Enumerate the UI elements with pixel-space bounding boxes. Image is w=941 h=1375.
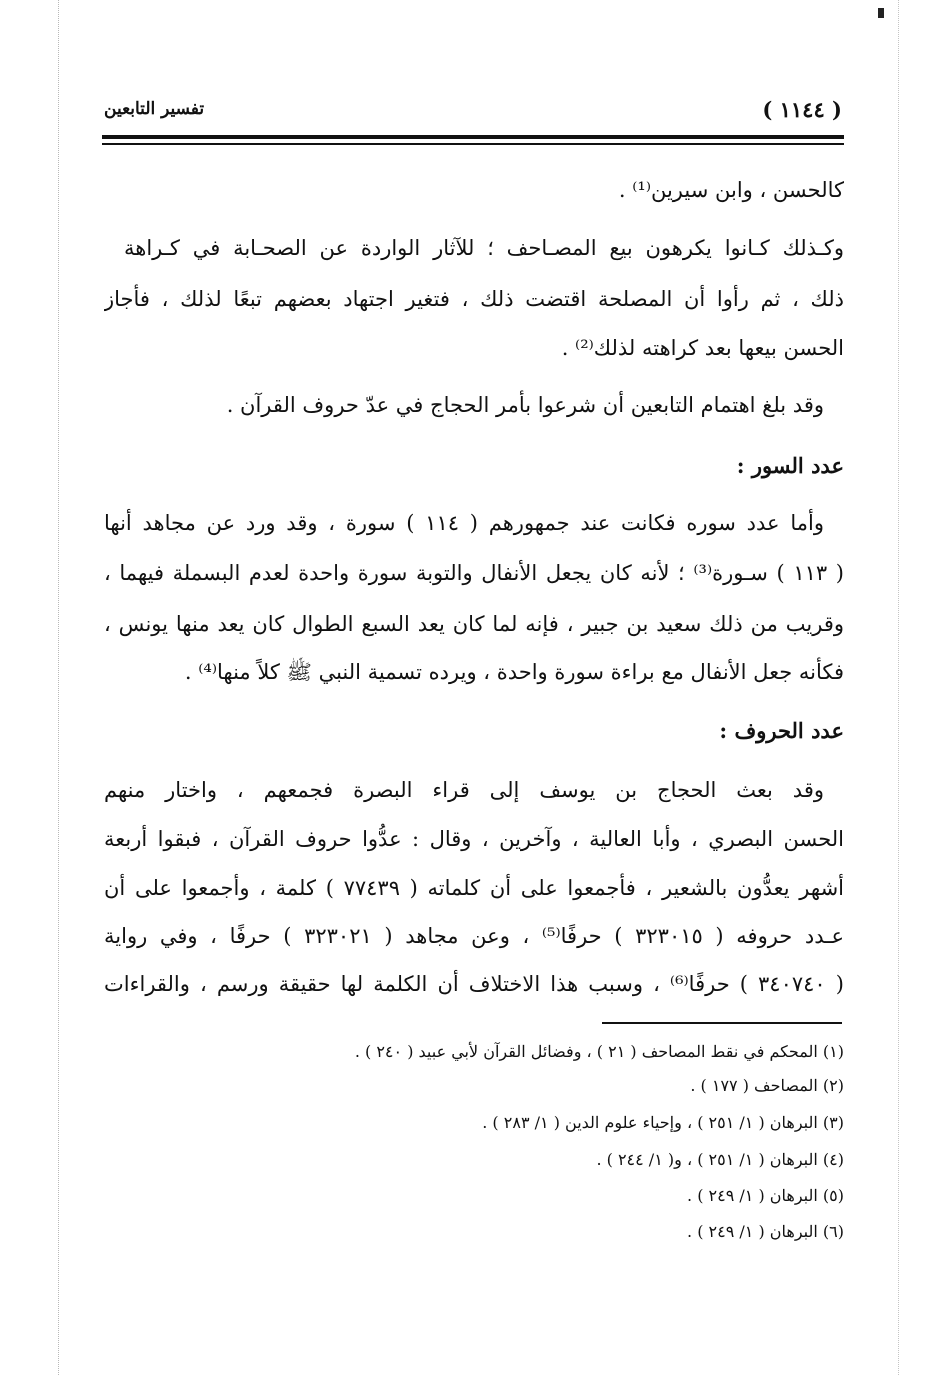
page-header	[104, 95, 842, 129]
header-rule-thick	[102, 135, 844, 139]
body-line-15: عـدد حروفه ( ٣٢٣٠١٥ ) حرفًا⁽⁵⁾ ، وعن مجاهد ( ٣٢٣٠٢١ ) حرفًا ، وفي رواية	[104, 924, 844, 948]
footnote-6: (٦) البرهان ( ١/ ٢٤٩ ) .	[687, 1222, 844, 1241]
body-line-13: الحسن البصري ، وأبا العالية ، وآخرين ، وقال : عدُّوا حروف القرآن ، فبقوا أربعة	[104, 827, 844, 851]
body-line-16: ( ٣٤٠٧٤٠ ) حرفًا⁽⁶⁾ ، وسبب هذا الاختلاف أن الكلمة لها حقيقة ورسم ، والقراءات	[104, 972, 844, 996]
body-line-5: وقد بلغ اهتمام التابعين أن شرعوا بأمر الحجاج في عدّ حروف القرآن .	[226, 393, 824, 417]
footnote-3: (٣) البرهان ( ١/ ٢٥١ ) ، وإحياء علوم الدين ( ١/ ٢٨٣ ) .	[482, 1113, 844, 1132]
page-number: ( ١١٤٤ )	[762, 97, 842, 122]
body-line-7: وأما عدد سوره فكانت عند جمهورهم ( ١١٤ ) سورة ، وقد ورد عن مجاهد أنها	[104, 511, 824, 535]
book-title: تفسير التابعين	[104, 99, 205, 119]
body-line-1: كالحسن ، وابن سيرين⁽¹⁾ .	[618, 178, 844, 202]
footnote-1: (١) المحكم في نقط المصاحف ( ٢١ ) ، وفضائل القرآن لأبي عبيد ( ٢٤٠ ) .	[354, 1042, 844, 1061]
body-line-3: ذلك ، ثم رأوا أن المصلحة اقتضت ذلك ، فتغير اجتهاد بعضهم تبعًا لذلك ، فأجاز	[104, 287, 844, 311]
body-line-12: وقد بعث الحجاج بن يوسف إلى قراء البصرة فجمعهم ، واختار منهم	[104, 778, 824, 802]
heading-surah-count: عدد السور :	[736, 453, 844, 478]
scan-edge-right	[898, 0, 899, 1375]
scan-speck	[878, 8, 884, 18]
body-line-2: وكـذلك كـانوا يكرهون بيع المصـاحف ؛ للآثار الواردة عن الصحـابة في كـراهة	[124, 236, 844, 260]
footnote-separator	[602, 1022, 842, 1024]
body-line-10: فكأنه جعل الأنفال مع براءة سورة واحدة ، ويرده تسمية النبي ﷺ كلاً منها⁽⁴⁾ .	[184, 660, 844, 684]
body-line-14: أشهر يعدُّون بالشعير ، فأجمعوا على أن كلماته ( ٧٧٤٣٩ ) كلمة ، وأجمعوا على أن	[104, 876, 844, 900]
body-line-4: الحسن بيعها بعد كراهته لذلك⁽²⁾ .	[561, 336, 844, 360]
footnote-2: (٢) المصاحف ( ١٧٧ ) .	[690, 1076, 844, 1095]
footnote-4: (٤) البرهان ( ١/ ٢٥١ ) ، و( ١/ ٢٤٤ ) .	[596, 1150, 844, 1169]
footnote-5: (٥) البرهان ( ١/ ٢٤٩ ) .	[687, 1186, 844, 1205]
header-rule-thin	[102, 143, 844, 145]
body-line-8: ( ١١٣ ) سـورة⁽³⁾ ؛ لأنه كان يجعل الأنفال والتوبة سورة واحدة لعدم البسملة فيهما ،	[104, 561, 844, 585]
body-line-9: وقريب من ذلك سعيد بن جبير ، فإنه لما كان يعد السبع الطوال كان يعد منها يونس ،	[104, 612, 844, 636]
scan-edge-left	[58, 0, 59, 1375]
heading-letter-count: عدد الحروف :	[719, 718, 844, 743]
